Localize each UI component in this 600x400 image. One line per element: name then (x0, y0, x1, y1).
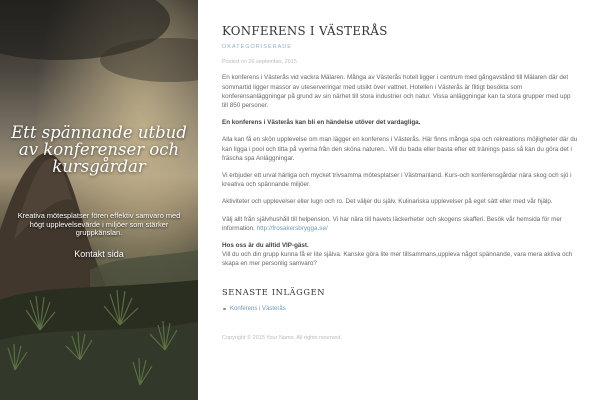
website-link[interactable]: http://frosakersbrygga.se/ (256, 224, 328, 232)
recent-posts-list (222, 305, 578, 314)
post-paragraph: Alla kan få en skön upplevelse om man lägger en konferens i Västerås. Här finns många spa och rekreations möjligheter där du kan ligga i pool och titta på vyerna från den sköna naturen.. Vill du bada eller basta efter ett tränings pass så kan du göra det i fräscha spa Anläggningar. (222, 136, 578, 162)
contact-page-link[interactable]: Kontakt sida (74, 249, 124, 259)
main-content (222, 24, 578, 343)
hero-description: Kreativa mötesplatser fören effektiv samvaro med högt upplevelsevärde i miljöer som stärker gruppkänslan. (17, 211, 181, 238)
post-paragraph-vip (222, 241, 578, 269)
post-paragraph: Aktiviteter och upplevelser eller lugn och ro. Det väljer du själv. Kulinariska upplevelser på eget sätt eller med vår hjälp. (222, 198, 553, 206)
post-paragraph-text: Vill du och din grupp kunna få er lite själva. Kanske göra lite mer tillsammans,uppleva något spännande, vara mera aktiva och skapa en mer personlig samvaro? (222, 251, 573, 268)
footer-copyright: Copyright © 2015 Your Name. All rights reserved. (222, 335, 342, 342)
vip-heading: Hos oss är du alltid VIP-gäst. (222, 242, 309, 250)
post-date: Posted on 26 september, 2015 (222, 59, 297, 66)
post-paragraph-with-link (222, 215, 578, 233)
hero-text (0, 0, 198, 400)
post-paragraph-text: Välj allt från självhushåll till helpension. Vi har nära till havets läckerheter och skogens skafferi. Besök vår hemsida för mer information. (222, 215, 562, 232)
recent-posts-widget (222, 288, 578, 314)
post-category-link[interactable]: OKATEGORISERADE (222, 44, 292, 50)
post-title[interactable]: KONFERENS I VÄSTERÅS (222, 24, 388, 38)
recent-post-item (222, 305, 578, 314)
hero-panel (0, 0, 198, 400)
post-body (222, 73, 578, 268)
post-paragraph: Vi erbjuder ett urval härliga och mycket trivsamma mötesplatser i Västmanland. Kurs-och konferensgårdar nära skog och sjö i kreativa och spännande miljöer. (222, 172, 572, 189)
post-subheading: En konferens i Västerås kan bli en händelse utöver det vardagliga. (222, 119, 421, 127)
recent-post-link[interactable]: Konferens i Västerås (230, 305, 286, 312)
post (222, 24, 578, 269)
hero-title: Ett spännande utbud av konferenser och kursgårdar (11, 123, 187, 176)
post-paragraph: En konferens i Västerås vid vackra Mälaren. Många av Västerås hotell ligger i centrum med gångavstånd till Mälaren där det sommartid ligger massor av uteserveringar med utsikt över vattnet. Hotellen i Västerås är flitigt besökta som konferensanläggningar på grund av sin närhet till stora industrier och natur. Vissa anläggningar kan ta stora grupper med upp till 850 personer. (222, 74, 571, 110)
recent-posts-title: SENASTE INLÄGGEN (222, 286, 326, 297)
